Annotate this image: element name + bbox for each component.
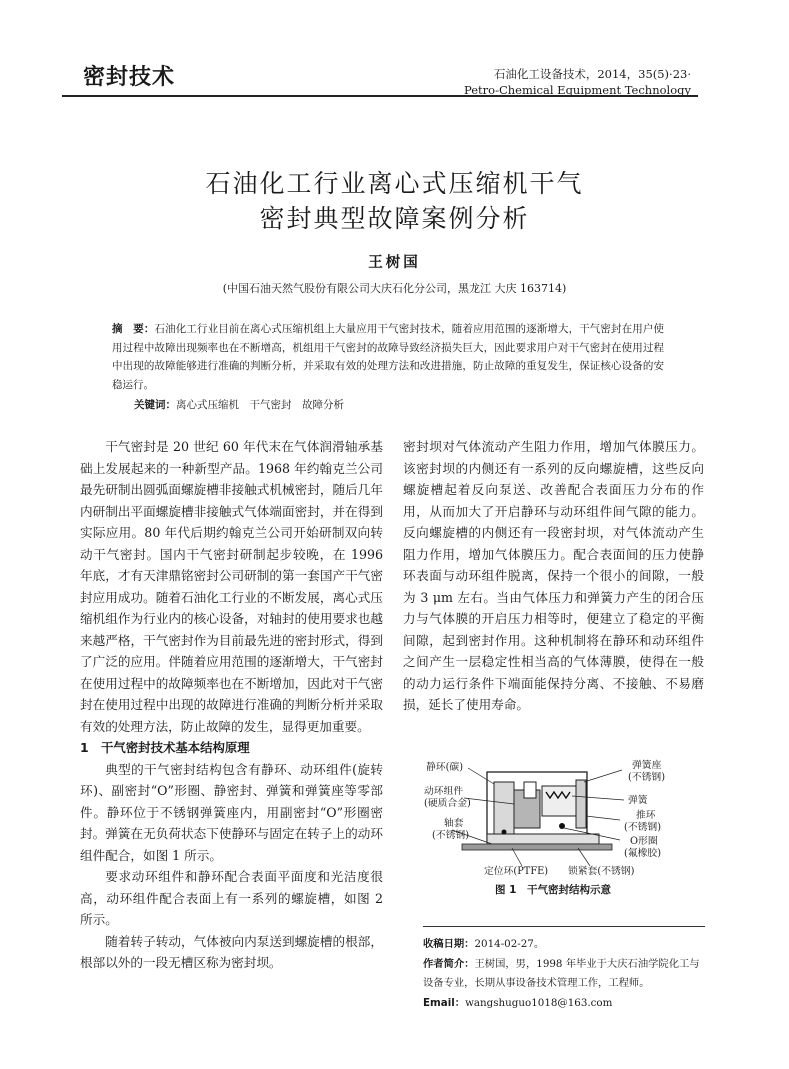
received-value: 2014-02-27。	[474, 938, 545, 950]
section-tag: 密封技术	[83, 65, 176, 90]
title-line-1: 石油化工行业离心式压缩机干气	[205, 169, 584, 198]
paragraph-surface: 要求动环组件和静环配合表面平面度和光洁度很高，动环组件配合表面上有一系列的螺旋槽，如图 2 所示。	[80, 869, 383, 927]
body-column-right	[403, 436, 704, 716]
label-sleeve-line1: 轴套	[444, 818, 464, 829]
paragraph-intro: 干气密封是 20 世纪 60 年代末在气体润滑轴承基础上发展起来的一种新型产品。1968 年约翰克兰公司最先研制出圆弧面螺旋槽非接触式机械密封，随后几年内研制出平面螺旋槽非接触式气体端面密封，并在得到实际应用。80 年代后期约翰克兰公司开始研制双向转动干气密封。国内干气密封研制起步较晚，在 1996 年底，才有天津鼎铭密封公司研制的第一套国产干气密封应用成功。随着石油化工行业的不断发展，离心式压缩机组作为行业内的核心设备，对轴封的使用要求也越来越严格，干气密封作为目前最先进的密封形式，得到了广泛的应用。伴随着应用范围的逐渐增大，干气密封在使用过程中的故障频率也在不断增加，因此对干气密封在使用过程中出现的故障进行准确的判断分析并采取有效的处理方法，防止故障的发生，显得更加重要。	[80, 439, 383, 734]
author-bio	[423, 955, 705, 994]
label-o-ring-line1: O形圈	[630, 836, 658, 847]
label-o-ring-line2: (氟橡胶)	[624, 848, 662, 859]
paragraph-rotation: 随着转子转动，气体被向内泵送到螺旋槽的根部，根部以外的一段无槽区称为密封坝。	[80, 933, 383, 970]
footnote-rule	[423, 926, 705, 927]
label-spring-seat	[628, 760, 665, 784]
paragraph-seal-dam: 密封坝对气体流动产生阻力作用，增加气体膜压力。该密封坝的内侧还有一系列的反向螺旋槽，这些反向螺旋槽起着反向泵送、改善配合表面压力分布的作用，从而加大了开启静环与动环组件间气隙的能力。反向螺旋槽的内侧还有一段密封坝，对气体流动产生阻力作用，增加气体膜压力。配合表面间的压力使静环表面与动环组件脱离，保持一个很小的间隙，一般为 3 μm 左右。当由气体压力和弹簧力产生的闭合压力与气体膜的开启压力相等时，便建立了稳定的平衡间隙，起到密封作用。这种机制将在静环和动环组件之间产生一层稳定性相当高的气体薄膜，使得在一般的动力运行条件下端面能保持分离、不接触、不易磨损，延长了使用寿命。	[403, 439, 704, 712]
figure-1-caption	[402, 882, 704, 897]
journal-english-name: Petro-Chemical Equipment Technology	[464, 83, 691, 97]
author-affiliation: (中国石油天然气股份有限公司大庆石化分公司，黑龙江 大庆 163714)	[222, 282, 567, 295]
header-rule	[62, 95, 698, 97]
label-spring: 弹簧	[628, 795, 648, 806]
section-heading-1: 1 干气密封技术基本结构原理	[80, 740, 250, 755]
label-static-ring: 静环(碳)	[426, 762, 464, 773]
received-date	[423, 935, 705, 955]
email-label: Email：	[423, 996, 466, 1009]
label-sleeve-line2: (不锈钢)	[432, 830, 470, 841]
label-rotor-assembly-line1: 动环组件	[424, 786, 464, 797]
journal-citation: 石油化工设备技术，2014，35(5)·23·	[493, 67, 691, 81]
footnotes	[423, 935, 705, 1013]
label-spring-seat-line2: (不锈钢)	[628, 772, 666, 783]
article-title	[0, 166, 789, 236]
label-o-ring	[624, 836, 661, 860]
label-push-ring-line1: 推环	[636, 810, 656, 821]
body-column-left	[80, 436, 383, 974]
keywords-label: 关键词：	[134, 399, 176, 411]
label-sleeve	[432, 818, 469, 842]
label-push-ring-line2: (不锈钢)	[624, 822, 662, 833]
abstract	[112, 320, 664, 394]
received-label: 收稿日期：	[423, 938, 475, 950]
keywords	[134, 397, 344, 412]
journal-info	[464, 66, 691, 98]
figure-1-title: 干气密封结构示意	[526, 884, 611, 896]
author-email	[423, 994, 705, 1014]
title-line-2: 密封典型故障案例分析	[259, 204, 530, 233]
paragraph-structure: 典型的干气密封结构包含有静环、动环组件(旋转环)、副密封“O”形圈、静密封、弹簧和弹簧座等零部件。静环位于不锈钢弹簧座内，用副密封“O”形圈密封。弹簧在无负荷状态下使静环与固定在转子上的动环组件配合，如图 1 所示。	[80, 761, 383, 863]
label-locating-ring: 定位环(PTFE)	[484, 866, 549, 877]
figure-1	[402, 760, 704, 892]
author-name: 王树国	[368, 254, 421, 271]
email-value[interactable]: wangshuguo1018@163.com	[465, 996, 613, 1009]
figure-1-number: 图 1	[495, 884, 517, 896]
abstract-text: 石油化工行业目前在离心式压缩机组上大量应用干气密封技术，随着应用范围的逐渐增大，干气密封在用户使用过程中故障出现频率也在不断增高，机组用干气密封的故障导致经济损失巨大，因此要求用户对干气密封在使用过程中出现的故障能够进行准确的判断分析，并采取有效的处理方法和改进措施，防止故障的重复发生，保证核心设备的安稳运行。	[112, 323, 665, 391]
abstract-label: 摘 要：	[112, 323, 155, 335]
label-rotor-assembly	[424, 786, 471, 810]
author-bio-label: 作者简介：	[423, 957, 475, 970]
author-bio-text: 王树国，男，1998 年毕业于大庆石油学院化工与设备专业，长期从事设备技术管理工作，工程师。	[423, 957, 700, 989]
label-push-ring	[624, 810, 661, 834]
label-rotor-assembly-line2: (硬质合金)	[424, 798, 471, 809]
keywords-text: 离心式压缩机 干气密封 故障分析	[176, 399, 344, 411]
label-spring-seat-line1: 弹簧座	[632, 760, 662, 771]
label-lock-sleeve: 锁紧套(不锈钢)	[568, 866, 635, 877]
